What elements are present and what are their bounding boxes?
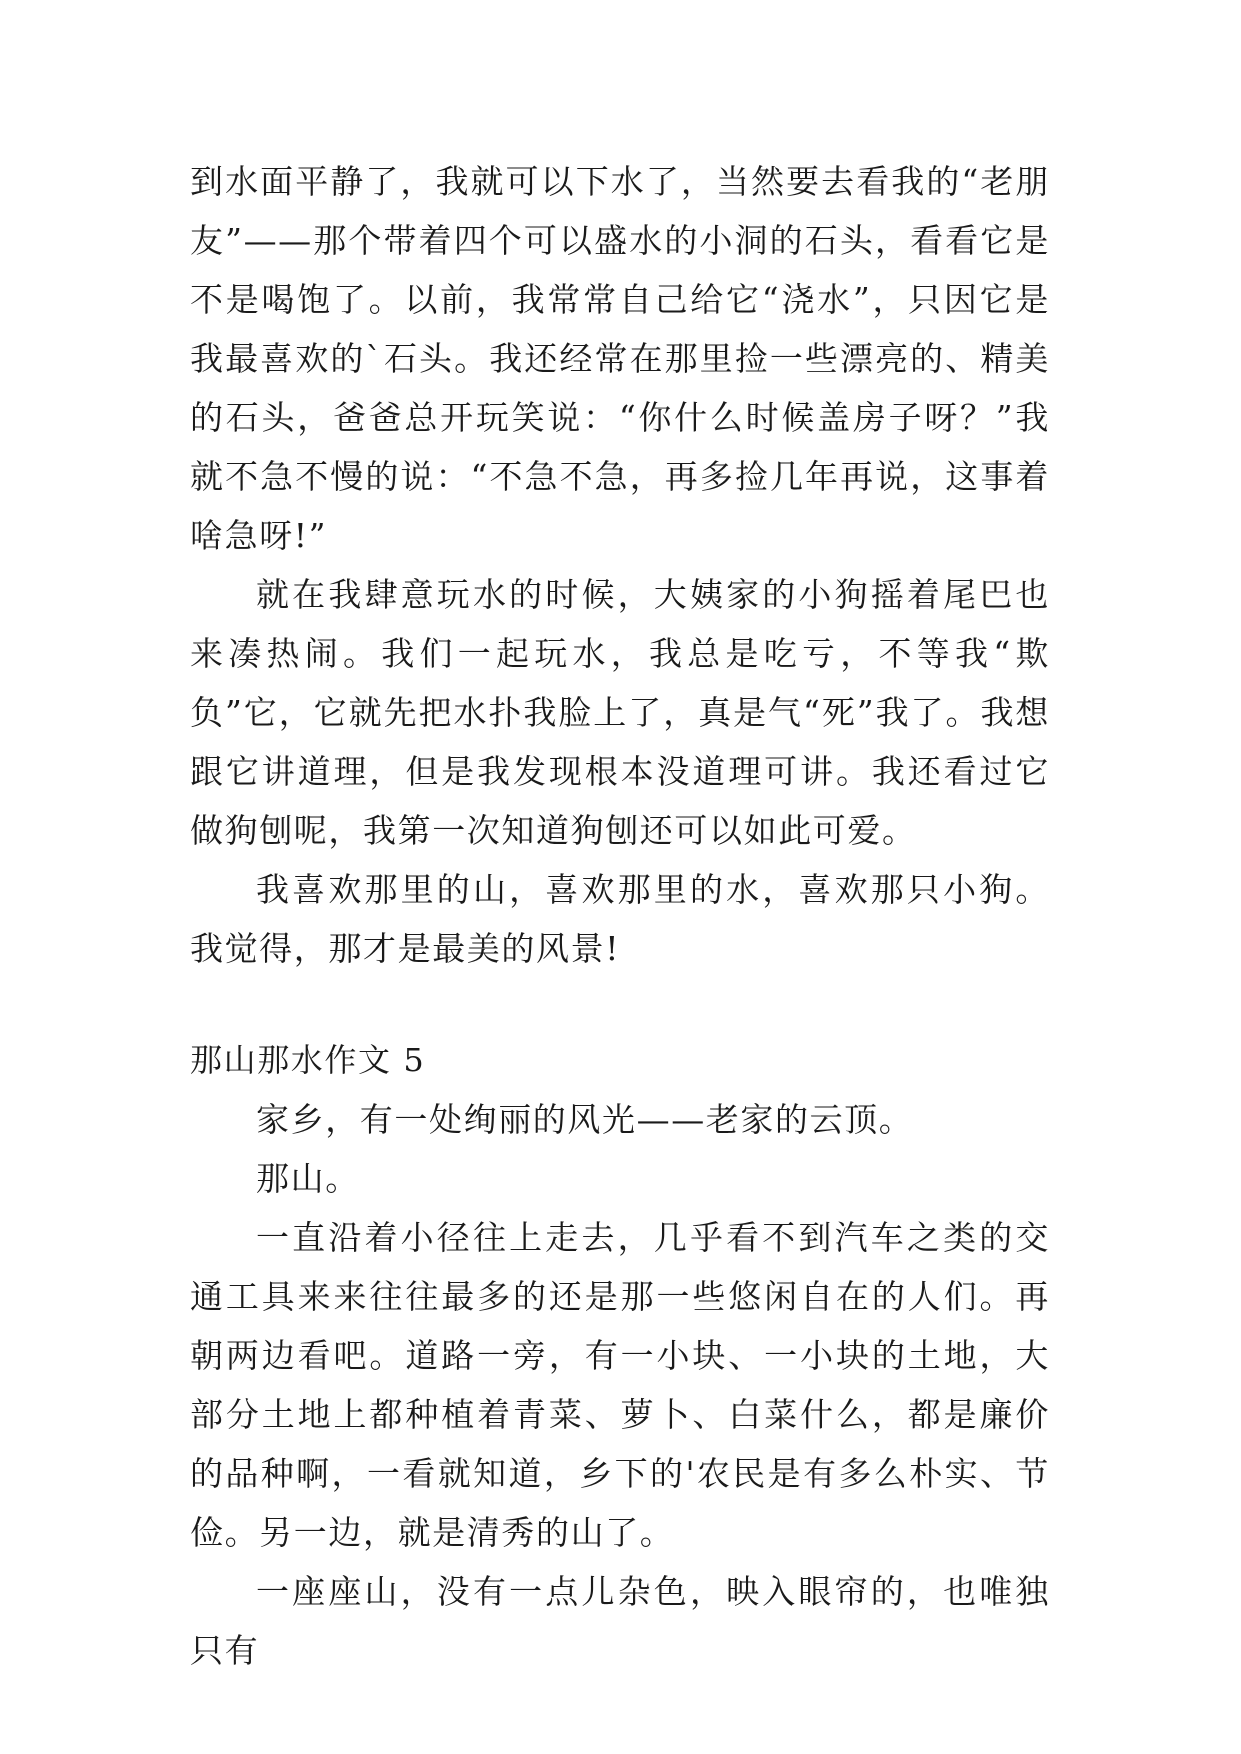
section-heading: 那山那水作文 5 [190,1041,426,1079]
document-body [190,152,1050,1680]
paragraph-6: 一直沿着小径往上走去，几乎看不到汽车之类的交通工具来来往往最多的还是那一些悠闲自在的人们。再朝两边看吧。道路一旁，有一小块、一小块的土地，大部分土地上都种植着青菜、萝卜、白菜什么，都是廉价的品种啊，一看就知道，乡下的'农民是有多么朴实、节俭。另一边，就是清秀的山了。 [190,1218,1050,1552]
paragraph-4: 家乡，有一处绚丽的风光——老家的云顶。 [256,1100,914,1139]
paragraph-1: 到水面平静了，我就可以下水了，当然要去看我的“老朋友”——那个带着四个可以盛水的小洞的石头，看看它是不是喝饱了。以前，我常常自己给它“浇水”，只因它是我最喜欢的`石头。我还经常在那里捡一些漂亮的、精美的石头，爸爸总开玩笑说：“你什么时候盖房子呀？”我就不急不慢的说：“不急不急，再多捡几年再说，这事着啥急呀!” [190,162,1050,555]
paragraph-7: 一座座山，没有一点儿杂色，映入眼帘的，也唯独只有 [190,1572,1050,1670]
paragraph-2: 就在我肆意玩水的时候，大姨家的小狗摇着尾巴也来凑热闹。我们一起玩水，我总是吃亏，不等我“欺负”它，它就先把水扑我脸上了，真是气“死”我了。我想跟它讲道理，但是我发现根本没道理可讲。我还看过它做狗刨呢，我第一次知道狗刨还可以如此可爱。 [190,575,1050,850]
paragraph-5: 那山。 [256,1159,360,1198]
paragraph-3: 我喜欢那里的山，喜欢那里的水，喜欢那只小狗。我觉得，那才是最美的风景! [190,870,1050,968]
